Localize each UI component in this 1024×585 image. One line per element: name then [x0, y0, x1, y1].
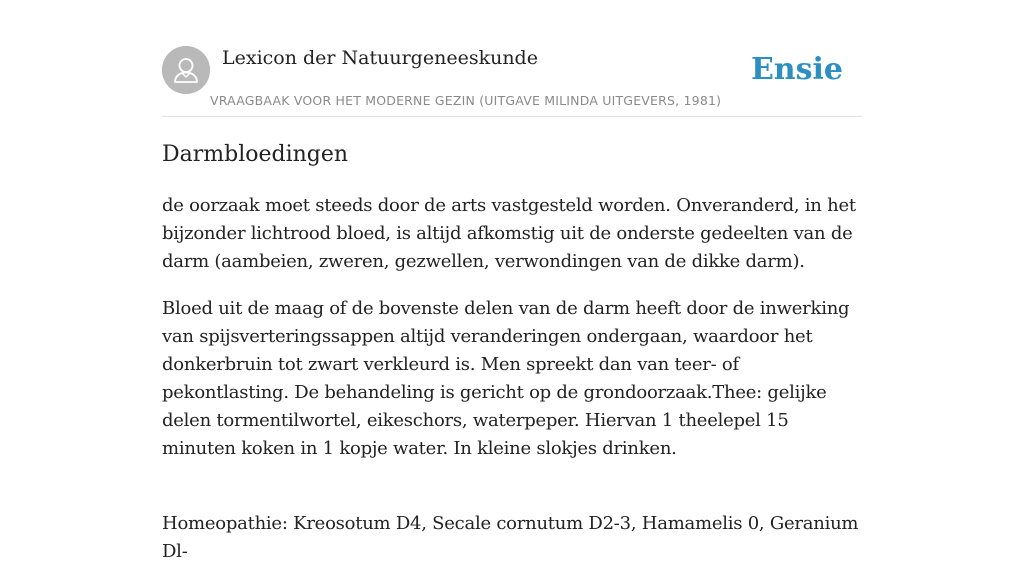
entry-paragraph: Bloed uit de maag of de bovenste delen van de darm heeft door de inwerking van spijsverteringssappen altijd veranderingen ondergaan, waardoor het donkerbruin tot zwart verkleurd is. Men spreekt dan van teer- of pekontlasting. De behandeling is gericht op de grondoorzaak.Thee: gelijke delen tormentilwortel, eikeschors, waterpeper. Hiervan 1 theelepel 15 minuten koken in 1 kopje water. In kleine slokjes drinken.: [162, 298, 850, 459]
avatar[interactable]: [162, 46, 210, 94]
source-subtitle: VRAAGBAAK VOOR HET MODERNE GEZIN (UITGAVE MILINDA UITGEVERS, 1981): [210, 93, 722, 108]
entry-paragraph: de oorzaak moet steeds door de arts vastgesteld worden. Onveranderd, in het bijzonder lichtrood bloed, is altijd afkomstig uit de onderste gedeelten van de darm (aambeien, zweren, gezwellen, verwondingen van de dikke darm).: [162, 195, 856, 272]
source-header: [162, 46, 862, 117]
brand-logo-link[interactable]: Ensie: [750, 52, 843, 87]
source-title-link[interactable]: Lexicon der Natuurgeneeskunde: [222, 47, 538, 69]
entry-body: [162, 192, 866, 585]
paragraph-spacer: [162, 482, 866, 510]
entry-title: Darmbloedingen: [162, 142, 349, 167]
entry-paragraph: Homeopathie: Kreosotum D4, Secale cornutum D2-3, Hamamelis 0, Geranium Dl-: [162, 513, 859, 562]
user-icon: [162, 46, 210, 94]
